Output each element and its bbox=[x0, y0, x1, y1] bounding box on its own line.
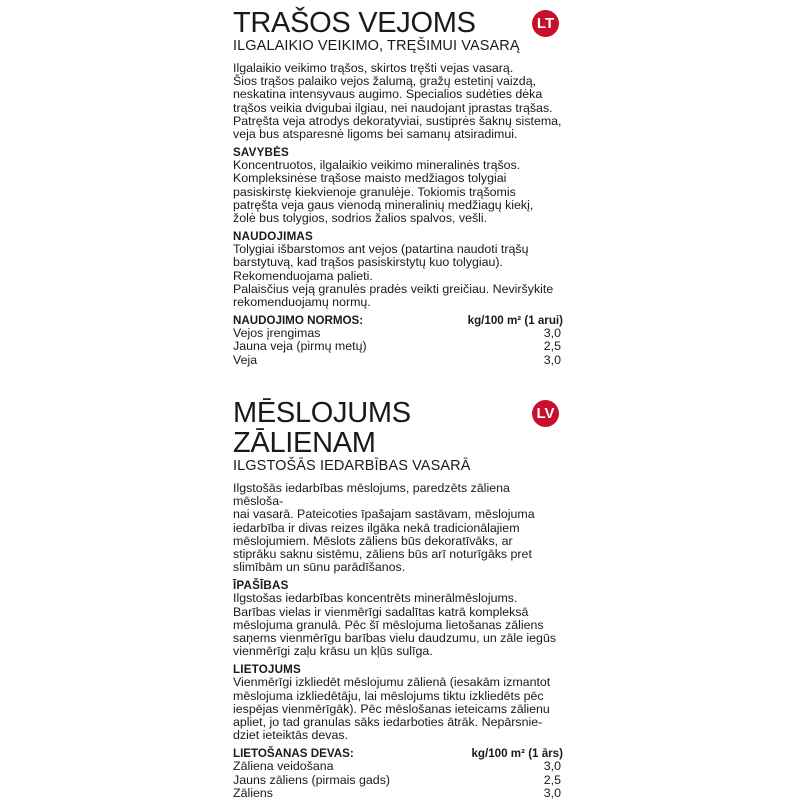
rate-label: Zāliena veidošana bbox=[233, 759, 334, 774]
intro-text-lv: Ilgstošās iedarbības mēslojums, paredzēts zāliena mēsloša- nai vasarā. Pateicoties īpašajam sastāvam, mēslojuma iedarbība ir divas reizes ilgāka nekā tradicionālajiem mēslojumiem. Mēslots zāliens būs dekoratīvāks, ar stiprāku saknu sistēmu, zāliens būs arī noturīgāks pret slimībām un sūnu parādīšanos. bbox=[233, 481, 535, 575]
intro-text-lt: Ilgalaikio veikimo trąšos, skirtos tręšti vejas vasarą. Šios trąšos palaiko vejos žalumą, gražų estetinį vaizdą, neskatina intensyvaus augimo. Specialios sudėties dėka trąšos veikia dvigubai ilgiau, nei naudojant įprastas trąšas. Patręšta veja atrodys dekoratyviai, sustiprės šaknų sistema, veja bus atsparesnė ligoms bei samanų atsiradimui. bbox=[233, 61, 562, 142]
rate-value: 3,0 bbox=[543, 326, 561, 341]
language-badge-lt: LT bbox=[532, 10, 559, 37]
rate-label: Vejos įrengimas bbox=[233, 326, 321, 341]
rate-row bbox=[233, 354, 563, 367]
rates-heading-lv: LIETOŠANAS DEVAS: bbox=[233, 747, 354, 761]
properties-text-lv: Ilgstošas iedarbības koncentrēts minerālmēslojums. Barības vielas ir vienmērīgi sadalītas katrā kompleksā mēslojuma granulā. Pēc šī mēslojuma lietošanas zāliens saņems vienmērīgu barības vielu daudzumu, un zāle iegūs vienmērīgi zaļu krāsu un kļūs sulīga. bbox=[233, 591, 557, 659]
rate-row bbox=[233, 340, 563, 353]
product-subtitle-lv: ILGSTOŠĀS IEDARBĪBAS VASARĀ bbox=[233, 458, 471, 474]
rates-table-lt bbox=[233, 314, 563, 367]
product-title-lv-line2: ZĀLIENAM bbox=[233, 427, 376, 459]
rate-label: Zāliens bbox=[233, 785, 273, 800]
rate-value: 3,0 bbox=[543, 759, 561, 774]
usage-heading-lv: LIETOJUMS bbox=[233, 663, 301, 677]
properties-text-lt: Koncentruotos, ilgalaikio veikimo mineralinės trąšos. Kompleksinėse trąšose maisto medžiagos tolygiai pasiskirstę kiekvienoje granulėje. Tokiomis trąšomis patręšta veja gaus vienodą mineralinių medžiagų kiekį, žolė bus tolygios, sodrios žalios spalvos, vešli. bbox=[233, 158, 534, 226]
rate-label: Jauns zāliens (pirmais gads) bbox=[233, 772, 391, 787]
rate-value: 2,5 bbox=[543, 772, 561, 787]
section-latvian bbox=[233, 398, 563, 800]
rate-value: 3,0 bbox=[543, 785, 561, 800]
usage-text-lv: Vienmērīgi izkliedēt mēslojumu zālienā (iesakām izmantot mēslojuma izkliedētāju, lai mēslojums tiktu izkliedēts pēc iespējas vienmērīgāk). Pēc mēslošanas ieteicams zālienu apliet, jo tad granulas sāks iedarboties ātrāk. Nepārsnie- dziet ieteiktās devas. bbox=[233, 675, 551, 743]
rates-unit-lv: kg/100 m² (1 ārs) bbox=[471, 747, 563, 761]
rates-unit-lt: kg/100 m² (1 arui) bbox=[467, 314, 563, 328]
rate-value: 2,5 bbox=[543, 339, 561, 354]
language-badge-lv: LV bbox=[532, 400, 559, 427]
rate-row bbox=[233, 760, 563, 773]
rates-heading-lt: NAUDOJIMO NORMOS: bbox=[233, 314, 364, 328]
usage-heading-lt: NAUDOJIMAS bbox=[233, 230, 313, 244]
usage-text-lt: Tolygiai išbarstomos ant vejos (patartina naudoti trąšų barstytuvą, kad trąšos pasiskirstytų kuo tolygiau). Rekomenduojama palieti. Palaisčius veją granulės pradės veikti greičiau. Neviršykite rekomenduojamų normų. bbox=[233, 242, 554, 310]
rate-label: Jauna veja (pirmų metų) bbox=[233, 339, 367, 354]
properties-heading-lt: SAVYBĖS bbox=[233, 146, 289, 160]
section-lithuanian bbox=[233, 8, 563, 367]
rate-label: Veja bbox=[233, 352, 258, 367]
rate-row bbox=[233, 787, 563, 800]
product-subtitle-lt: ILGALAIKIO VEIKIMO, TRĘŠIMUI VASARĄ bbox=[233, 38, 520, 54]
product-title-lv-line1: MĒSLOJUMS bbox=[233, 397, 411, 429]
product-title-lt: TRAŠOS VEJOMS bbox=[233, 7, 476, 39]
rate-row bbox=[233, 774, 563, 787]
properties-heading-lv: ĪPAŠĪBAS bbox=[233, 579, 289, 593]
rates-table-lv bbox=[233, 747, 563, 800]
rate-value: 3,0 bbox=[543, 352, 561, 367]
